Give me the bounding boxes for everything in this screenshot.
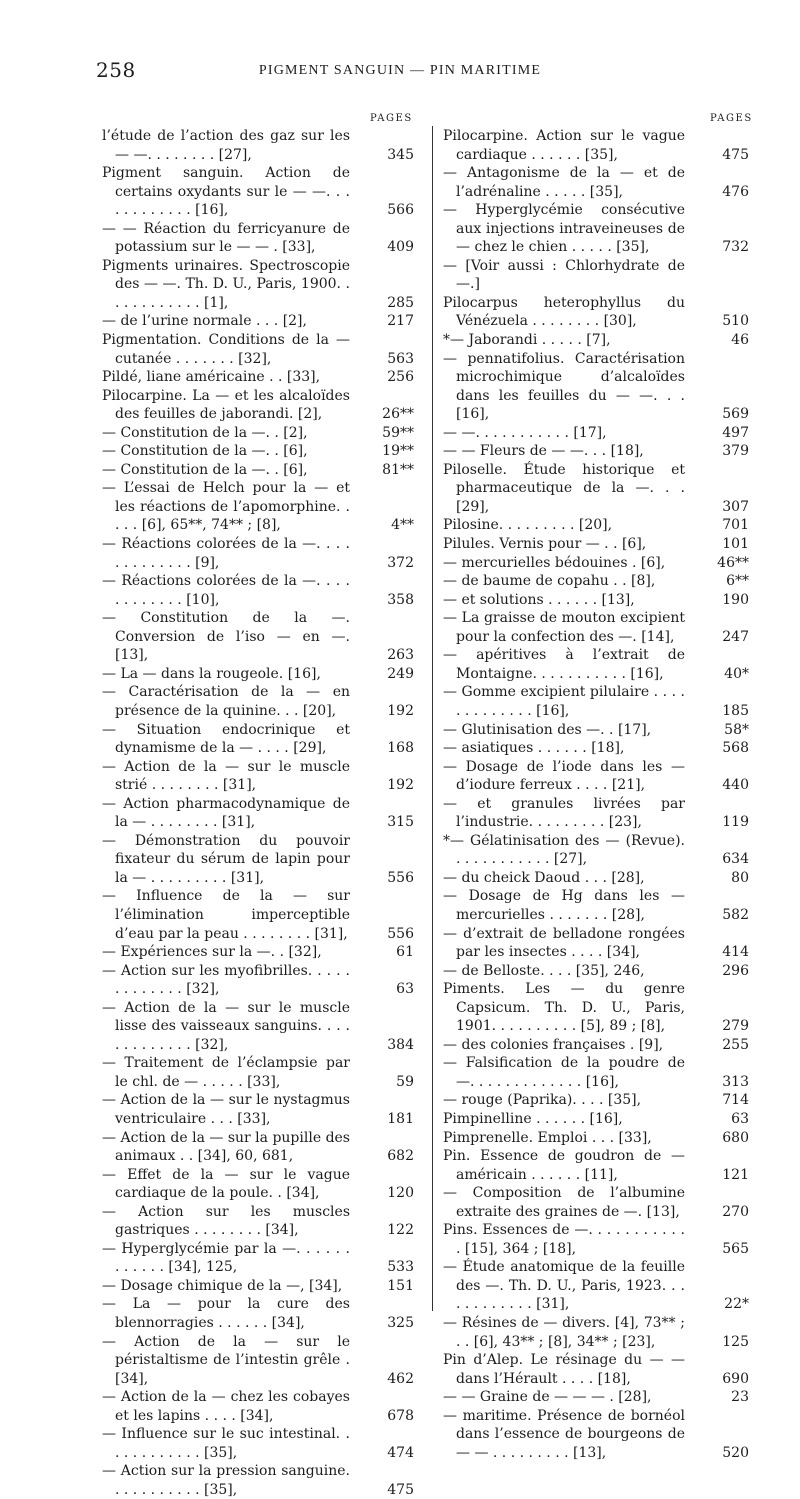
index-column-right (443, 127, 749, 1462)
index-entry-text: — Dosage de l’iode dans les — d’iodure ferreux . . . . [21], (443, 758, 685, 794)
index-entry-page: 119 (722, 814, 749, 831)
index-entry-text: Pigment sanguin. Action de certains oxydants sur le — —. . . . . . . . . . . . [16], (102, 165, 350, 219)
index-entry-page: 279 (722, 1018, 749, 1035)
index-entry-page: 61 (396, 944, 414, 961)
index-entry-page: 476 (722, 183, 749, 200)
running-title: PIGMENT SANGUIN — PIN MARITIME (258, 63, 542, 78)
index-entry-text: Pins. Essences de —. . . . . . . . . . . . [15], 364 ; [18], (443, 1222, 685, 1257)
index-entry (443, 962, 749, 981)
index-entry (443, 832, 749, 869)
index-entry (102, 962, 414, 999)
index-entry-text: — Glutinisation des —. . [17], (443, 721, 652, 738)
index-entry-text: — Action de la — sur le nystagmus ventriculaire . . . [33], (102, 1092, 350, 1127)
index-entry-text: — Action de la — sur la pupille des animaux . . [34], 60, 681, (102, 1129, 350, 1165)
index-entry-text: Pin. Essence de goudron de — américain . . . . . . [11], (443, 1148, 685, 1183)
index-entry (102, 887, 414, 943)
index-column-left (102, 127, 414, 1499)
index-entry (102, 535, 414, 572)
index-entry-page: 185 (722, 702, 749, 719)
index-entry-text: — Étude anatomique de la feuille des —. Th. D. U., Paris, 1923. . . . . . . . . . . . [31], (443, 1259, 685, 1313)
index-entry (443, 424, 749, 443)
index-entry (102, 1091, 414, 1128)
index-entry-page: 533 (387, 1259, 414, 1276)
index-entry-text: Pildé, liane américaine . . [33], (102, 369, 321, 386)
index-entry-text: — Hyperglycémie consécutive aux injections intraveineuses de — chez le chien . . . . . [35], (443, 202, 685, 256)
index-entry (102, 665, 414, 684)
index-entry-page: 634 (722, 851, 749, 868)
index-entry-page: 270 (722, 1203, 749, 1220)
index-entry-page: 409 (387, 239, 414, 256)
index-entry (443, 535, 749, 554)
index-entry-text: — — Réaction du ferricyanure de potassium sur le — — . [33], (102, 220, 350, 256)
index-entry-page: 678 (387, 1407, 414, 1424)
index-entry-text: Pimpinelline . . . . . . [16], (443, 1110, 623, 1127)
index-entry (102, 832, 414, 888)
index-entry-text: — Situation endocrinique et dynamisme de la — . . . . [29], (102, 721, 350, 757)
index-entry (102, 1129, 414, 1166)
index-entry (102, 312, 414, 331)
index-entry (443, 1036, 749, 1055)
index-entry-page: 125 (722, 1333, 749, 1350)
index-entry-text: — Réactions colorées de la —. . . . . . . . . . . . . [9], (102, 536, 350, 571)
index-entry-text: Pilocarpine. La — et les alcaloïdes des feuilles de jaborandi. [2], (102, 387, 350, 423)
index-entry-text: — Constitution de la —. . [2], (102, 424, 308, 441)
index-entry-page: 682 (387, 1148, 414, 1165)
index-entry-text: Piloselle. Étude historique et pharmaceutique de la —. . . [29], (443, 461, 685, 515)
index-entry (443, 1388, 749, 1407)
index-entry-page: 563 (387, 350, 414, 367)
index-entry-text: — —. . . . . . . . . . . [17], (443, 424, 607, 441)
index-entry-text: — Action de la — sur le muscle lisse des vaisseaux sanguins. . . . . . . . . . . . . [32], (102, 999, 350, 1053)
index-entry (443, 461, 749, 517)
index-entry (443, 572, 749, 591)
index-entry-text: — apéritives à l’extrait de Montaigne. . . . . . . . . . . [16], (443, 647, 685, 682)
index-entry-page: 256 (387, 369, 414, 386)
index-entry (102, 1462, 414, 1499)
index-entry-text: — L’essai de Helch pour la — et les réactions de l’apomorphine. . . . . [6], 65**, 74** ; [8], (102, 480, 350, 534)
index-entry-page: 379 (722, 443, 749, 460)
index-entry (443, 1221, 749, 1258)
index-entry (443, 795, 749, 832)
index-entry-page: 556 (387, 925, 414, 942)
index-entry (102, 1388, 414, 1425)
index-entry-text: — Résines de — divers. [4], 73** ; . . [6], 43** ; [8], 34** ; [23], (443, 1315, 685, 1350)
index-entry-text: — La — dans la rougeole. [16], (102, 665, 321, 682)
index-entry-text: — de baume de copahu . . [8], (443, 573, 656, 590)
pages-column-label-right: PAGES (710, 113, 753, 124)
page-header (0, 58, 800, 82)
index-entry-page: 181 (387, 1110, 414, 1127)
index-entry (443, 980, 749, 1036)
index-entry-text: Pimprenelle. Emploi . . . [33], (443, 1129, 652, 1146)
index-entry-page: 46** (717, 554, 749, 571)
index-entry (102, 609, 414, 665)
index-entry-text: — des colonies françaises . [9], (443, 1036, 664, 1053)
index-entry-page: 81** (382, 461, 414, 478)
index-entry-page: 23 (731, 1389, 749, 1406)
index-entry (102, 442, 414, 461)
index-entry-text: — Constitution de la —. . [6], (102, 443, 308, 460)
index-entry-page: 296 (722, 962, 749, 979)
index-entry-page: 58* (724, 721, 749, 738)
index-entry-text: — asiatiques . . . . . . [18], (443, 740, 625, 757)
index-entry-text: Piments. Les — du genre Capsicum. Th. D. U., Paris, 1901. . . . . . . . . . [5], 89 ; [8], (443, 981, 685, 1035)
index-entry-text: — Action sur les myofibrilles. . . . . . . . . . . . . [32], (102, 962, 350, 998)
index-entry-page: 4** (391, 517, 414, 534)
index-entry-page: 263 (387, 647, 414, 664)
index-entry (443, 683, 749, 720)
index-entry-page: 59** (382, 424, 414, 441)
index-entry-text: — Falsification de la poudre de —. . . . . . . . . . . . . [16], (443, 1055, 685, 1090)
index-entry-text: — Réactions colorées de la —. . . . . . . . . . . . [10], (102, 573, 350, 608)
index-entry-page: 80 (731, 869, 749, 886)
index-entry-page: 440 (722, 777, 749, 794)
index-entry-text: — Gomme excipient pilulaire . . . . . . . . . . . . . [16], (443, 684, 685, 719)
index-entry-page: 192 (387, 777, 414, 794)
index-entry-page: 475 (387, 1481, 414, 1498)
index-entry-text: *— Jaborandi . . . . . [7], (443, 332, 611, 349)
index-entry-page: 414 (722, 944, 749, 961)
index-entry-text: — La — pour la cure des blennorragies . . . . . . [34], (102, 1296, 350, 1331)
index-entry-text: — mercurielles bédouines . [6], (443, 554, 666, 571)
index-entry-text: — Traitement de l’éclampsie par le chl. de — . . . . . [33], (102, 1055, 350, 1090)
index-entry (102, 758, 414, 795)
index-entry (443, 739, 749, 758)
index-entry-text: — Action sur la pression sanguine. . . . . . . . . . . [35], (102, 1463, 350, 1498)
index-entry (102, 1425, 414, 1462)
index-entry (443, 887, 749, 924)
index-entry-page: 46 (731, 332, 749, 349)
index-entry-page: 701 (722, 517, 749, 534)
index-entry-text: — La graisse de mouton excipient pour la confection des —. [14], (443, 610, 685, 645)
index-entry (443, 331, 749, 350)
index-entry-page: 285 (387, 294, 414, 311)
index-entry (443, 1147, 749, 1184)
page-number: 258 (96, 58, 136, 82)
index-entry-text: — Antagonisme de la — et de l’adrénaline . . . . . [35], (443, 165, 685, 200)
index-entry-text: — de Belloste. . . . [35], 246, (443, 962, 645, 979)
index-entry (102, 999, 414, 1055)
column-divider (432, 126, 433, 1311)
index-entry (443, 1054, 749, 1091)
index-entry-text: Pilules. Vernis pour — . . [6], (443, 536, 647, 553)
index-entry-page: 497 (722, 424, 749, 441)
index-entry-page: 474 (387, 1444, 414, 1461)
index-entry-page: 247 (722, 628, 749, 645)
index-entry (443, 925, 749, 962)
index-entry-text: — Action de la — sur le péristaltisme de l’intestin grêle . [34], (102, 1333, 350, 1387)
index-entry-page: 566 (387, 202, 414, 219)
index-entry (443, 257, 749, 294)
index-entry-text: — Influence sur le suc intestinal. . . . . . . . . . . . [35], (102, 1426, 350, 1461)
index-entry-text: — Hyperglycémie par la —. . . . . . . . . . . . [34], 125, (102, 1240, 350, 1276)
index-entry (443, 1351, 749, 1388)
index-entry-text: Pilosine. . . . . . . . . [20], (443, 517, 613, 534)
index-entry-text: — Effet de la — sur le vague cardiaque de la poule. . [34], (102, 1166, 350, 1202)
index-entry-page: 190 (722, 591, 749, 608)
index-entry-page: 6** (726, 573, 749, 590)
index-entry-page: 168 (387, 740, 414, 757)
index-entry-page: 59 (396, 1073, 414, 1090)
index-entry (443, 516, 749, 535)
index-entry (102, 683, 414, 720)
index-entry (102, 127, 414, 164)
index-entry-page: 462 (387, 1370, 414, 1387)
index-entry-page: 121 (722, 1166, 749, 1183)
index-entry-text: — Démonstration du pouvoir fixateur du sérum de lapin pour la — . . . . . . . . . [31], (102, 832, 350, 886)
index-entry (102, 257, 414, 313)
index-entry (102, 1277, 414, 1296)
index-entry-text: — d’extrait de belladone rongées par les insectes . . . . [34], (443, 925, 685, 961)
index-entry (443, 1129, 749, 1148)
index-entry (102, 164, 414, 220)
index-entry-page: 122 (387, 1222, 414, 1239)
index-entry-page: 63 (396, 981, 414, 998)
index-entry (443, 758, 749, 795)
index-entry-page: 325 (387, 1315, 414, 1331)
index-entry (443, 646, 749, 683)
index-entry-text: *— Gélatinisation des — (Revue). . . . . . . . . . . . [27], (443, 832, 685, 868)
index-entry-text: — Action de la — sur le muscle strié . . . . . . . . [31], (102, 758, 350, 794)
index-entry-page: 22* (724, 1296, 749, 1313)
index-entry (102, 572, 414, 609)
index-entry-text: — Action sur les muscles gastriques . . . . . . . . [34], (102, 1203, 350, 1239)
index-entry-page: 565 (722, 1240, 749, 1257)
index-entry (102, 1295, 414, 1332)
index-entry-page: 475 (722, 146, 749, 163)
index-entry-page: 520 (722, 1444, 749, 1461)
index-entry-page: 345 (387, 146, 414, 163)
index-entry-text: — et granules livrées par l’industrie. . . . . . . . . [23], (443, 795, 685, 831)
index-entry-text: — — Graine de — — — . [28], (443, 1389, 652, 1406)
index-entry-page: 63 (731, 1110, 749, 1127)
index-entry (102, 1054, 414, 1091)
index-entry-text: — du cheick Daoud . . . [28], (443, 869, 645, 886)
index-entry (102, 795, 414, 832)
index-entry (102, 461, 414, 480)
index-entry-page: 120 (387, 1185, 414, 1202)
index-entry (443, 164, 749, 201)
index-entry (443, 1314, 749, 1351)
index-entry-page: 313 (722, 1073, 749, 1090)
index-entry (443, 201, 749, 257)
index-entry (102, 943, 414, 962)
index-entry-page: 40* (724, 665, 749, 682)
index-entry (443, 442, 749, 461)
index-entry (102, 387, 414, 424)
index-entry (443, 127, 749, 164)
index-entry-text: — Expériences sur la —. . [32], (102, 944, 322, 961)
index-entry-page: 568 (722, 740, 749, 757)
index-entry-page: 582 (722, 906, 749, 923)
index-entry (102, 1166, 414, 1203)
index-entry-text: — Action pharmacodynamique de la — . . . . . . . . [31], (102, 795, 350, 831)
index-entry (102, 1203, 414, 1240)
index-entry-page: 217 (387, 313, 414, 330)
index-entry-page: 307 (722, 498, 749, 515)
index-entry-text: — Composition de l’albumine extraite des graines de —. [13], (443, 1185, 685, 1220)
index-entry-text: Pilocarpus heterophyllus du Vénézuela . . . . . . . . [30], (443, 294, 685, 330)
index-entry-text: — Dosage chimique de la —, [34], (102, 1277, 343, 1294)
index-entry-text: Pigments urinaires. Spectroscopie des — —. Th. D. U., Paris, 1900. . . . . . . . . . . . [1], (102, 257, 350, 311)
index-entry (102, 479, 414, 535)
index-entry-text: — [Voir aussi : Chlorhydrate de —.] (443, 257, 685, 293)
index-entry (102, 1333, 414, 1389)
index-entry-text: l’étude de l’action des gaz sur les — —. . . . . . . . [27], (102, 128, 350, 163)
index-entry-page: 255 (722, 1036, 749, 1053)
index-entry-page: 26** (382, 406, 414, 423)
index-entry-page: 249 (387, 665, 414, 682)
index-entry (443, 869, 749, 888)
index-entry-text: — pennatifolius. Caractérisation microchimique d’alcaloïdes dans les feuilles du — —. . . [16], (443, 350, 685, 423)
index-entry-page: 556 (387, 869, 414, 886)
index-entry (102, 721, 414, 758)
index-entry (102, 424, 414, 443)
index-entry-text: — Constitution de la —. Conversion de l’iso — en —. [13], (102, 610, 350, 664)
index-entry-text: — Caractérisation de la — en présence de la quinine. . . [20], (102, 684, 350, 719)
index-entry-page: 569 (722, 406, 749, 423)
index-entry (443, 1110, 749, 1129)
index-entry-page: 680 (722, 1129, 749, 1146)
index-entry-page: 510 (722, 313, 749, 330)
index-entry (443, 1091, 749, 1110)
index-entry (443, 609, 749, 646)
index-entry-page: 714 (722, 1092, 749, 1109)
index-entry-page: 19** (382, 443, 414, 460)
index-entry-page: 690 (722, 1370, 749, 1387)
index-entry-text: — Dosage de Hg dans les — mercurielles . . . . . . . [28], (443, 888, 685, 923)
index-entry (443, 1407, 749, 1463)
index-entry-text: — et solutions . . . . . . [13], (443, 591, 635, 608)
index-entry-text: Pilocarpine. Action sur le vague cardiaque . . . . . . [35], (443, 128, 685, 163)
index-entry (443, 591, 749, 610)
index-entry (443, 350, 749, 424)
index-entry-text: — Action de la — chez les cobayes et les lapins . . . . [34], (102, 1389, 350, 1424)
pages-column-label-left: PAGES (370, 113, 413, 124)
index-entry (102, 220, 414, 257)
index-entry-text: Pigmentation. Conditions de la — cutanée . . . . . . . [32], (102, 332, 350, 367)
index-entry-text: — maritime. Présence de bornéol dans l’essence de bourgeons de — — . . . . . . . . . [13], (443, 1407, 685, 1461)
index-entry-text: — Constitution de la —. . [6], (102, 461, 308, 478)
index-entry (102, 331, 414, 368)
index-entry (443, 294, 749, 331)
index-entry-page: 192 (387, 702, 414, 719)
index-entry-page: 101 (722, 536, 749, 553)
index-entry (443, 1184, 749, 1221)
index-entry-page: 732 (722, 239, 749, 256)
index-entry-page: 315 (387, 814, 414, 831)
index-entry-page: 151 (387, 1277, 414, 1294)
index-entry (443, 721, 749, 740)
index-entry (102, 368, 414, 387)
index-entry-text: — rouge (Paprika). . . . [35], (443, 1092, 642, 1109)
index-entry (443, 1258, 749, 1314)
index-entry (443, 554, 749, 573)
index-entry-text: — de l’urine normale . . . [2], (102, 313, 307, 330)
index-entry-text: Pin d’Alep. Le résinage du — — dans l’Hérault . . . . [18], (443, 1352, 685, 1387)
index-entry-page: 358 (387, 591, 414, 608)
index-entry-page: 384 (387, 1036, 414, 1053)
index-entry (102, 1240, 414, 1277)
index-entry-text: — Influence de la — sur l’élimination imperceptible d’eau par la peau . . . . . . . . [31], (102, 888, 350, 942)
index-entry-page: 372 (387, 554, 414, 571)
index-entry-text: — — Fleurs de — —. . . [18], (443, 443, 644, 460)
